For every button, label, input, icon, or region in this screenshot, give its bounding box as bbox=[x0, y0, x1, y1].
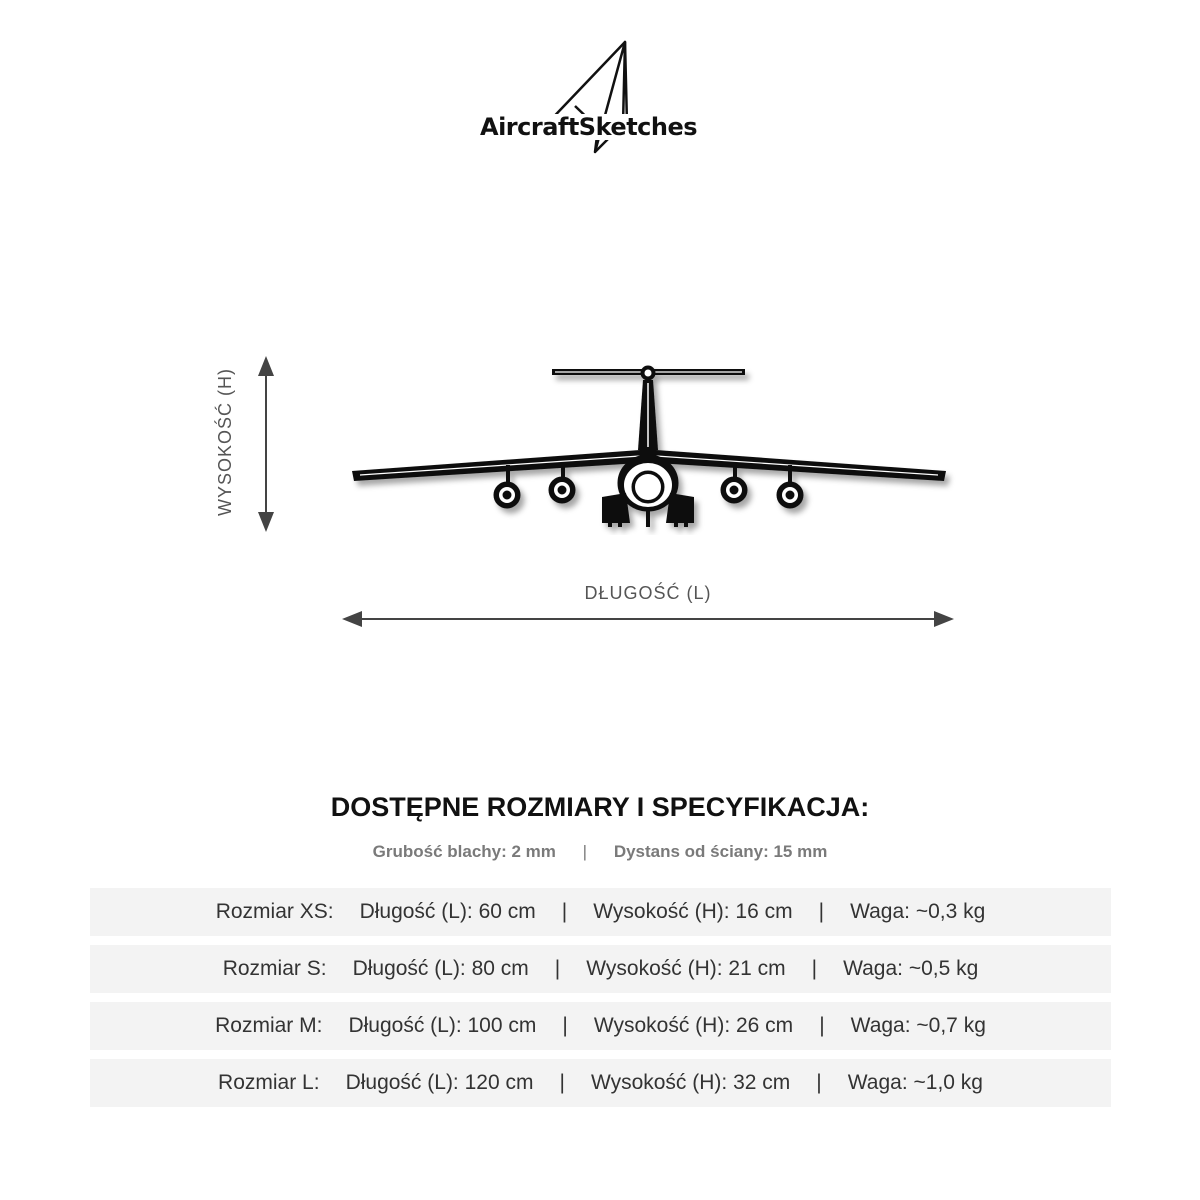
size-height: Wysokość (H): 16 cm bbox=[593, 900, 793, 923]
size-row-m bbox=[90, 1002, 1111, 1050]
size-height: Wysokość (H): 32 cm bbox=[590, 1071, 791, 1094]
brand-name: AircraftSketches bbox=[480, 113, 698, 141]
size-row-s bbox=[90, 945, 1111, 993]
size-name: Rozmiar XS: bbox=[215, 900, 334, 923]
size-weight: Waga: ~0,3 kg bbox=[850, 900, 986, 923]
row-separator: | bbox=[811, 957, 818, 980]
size-weight: Waga: ~1,0 kg bbox=[847, 1071, 983, 1094]
size-name: Rozmiar S: bbox=[222, 957, 327, 980]
row-separator: | bbox=[559, 1071, 565, 1094]
size-height: Wysokość (H): 26 cm bbox=[593, 1014, 794, 1037]
size-name: Rozmiar M: bbox=[215, 1014, 323, 1037]
size-length: Długość (L): 100 cm bbox=[348, 1014, 537, 1037]
row-separator: | bbox=[554, 957, 561, 980]
size-row-l bbox=[90, 1059, 1111, 1107]
size-name: Rozmiar L: bbox=[218, 1071, 320, 1094]
spec-separator: | bbox=[582, 842, 588, 861]
size-height: Wysokość (H): 21 cm bbox=[586, 957, 786, 980]
row-separator: | bbox=[819, 1014, 825, 1037]
size-length: Długość (L): 120 cm bbox=[345, 1071, 534, 1094]
size-weight: Waga: ~0,7 kg bbox=[850, 1014, 986, 1037]
distance-spec: Dystans od ściany: 15 mm bbox=[613, 842, 828, 861]
size-length: Długość (L): 80 cm bbox=[352, 957, 529, 980]
specs-title: DOSTĘPNE ROZMIARY I SPECYFIKACJA: bbox=[330, 792, 870, 822]
row-separator: | bbox=[818, 900, 825, 923]
length-label: DŁUGOŚĆ (L) bbox=[584, 583, 712, 603]
thickness-spec: Grubość blachy: 2 mm bbox=[372, 842, 556, 861]
row-separator: | bbox=[816, 1071, 822, 1094]
height-label: WYSOKOŚĆ (H) bbox=[215, 368, 235, 517]
size-weight: Waga: ~0,5 kg bbox=[843, 957, 979, 980]
size-length: Długość (L): 60 cm bbox=[359, 900, 536, 923]
size-table bbox=[90, 888, 1111, 1116]
aircraft-silhouette-icon bbox=[340, 355, 960, 535]
size-row-xs bbox=[90, 888, 1111, 936]
row-separator: | bbox=[561, 900, 568, 923]
specs-summary bbox=[0, 842, 1200, 862]
row-separator: | bbox=[562, 1014, 568, 1037]
